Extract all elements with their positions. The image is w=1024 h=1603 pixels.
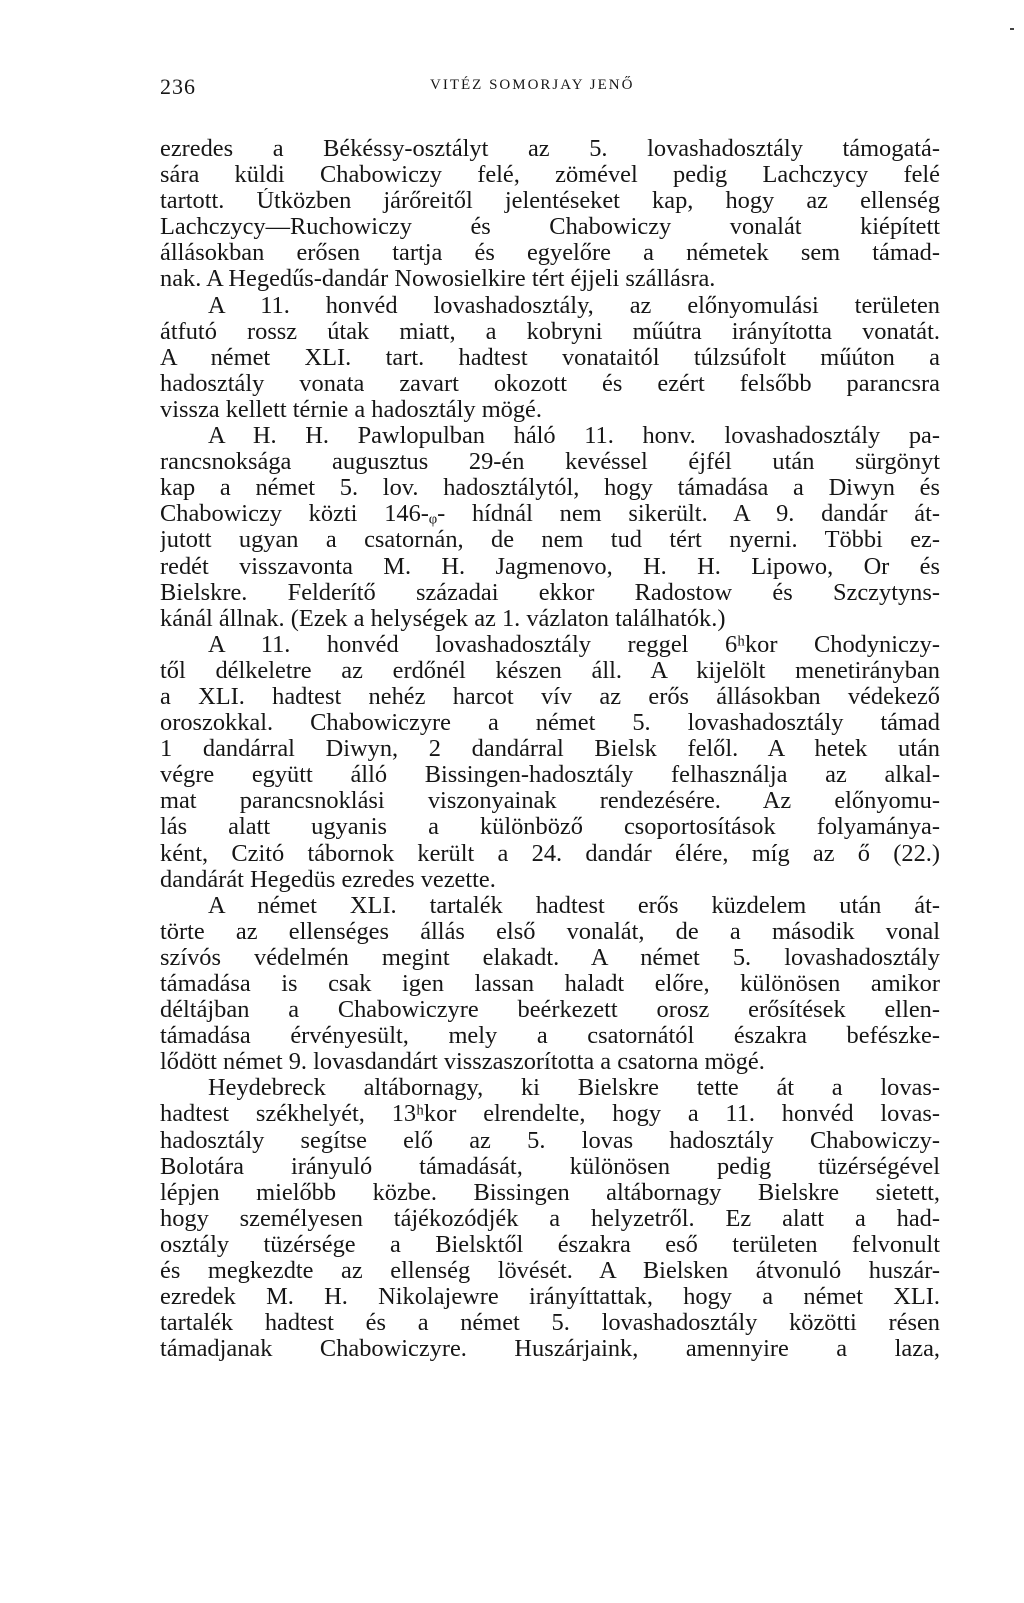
- text-line: lás alatt ugyanis a különböző csoportosítások folyamánya-: [160, 814, 940, 841]
- text-line: sára küldi Chabowiczy felé, zömével pedig Lachczycy felé: [160, 162, 940, 189]
- page-number: 236: [160, 74, 196, 99]
- text-line: A 11. honvéd lovashadosztály reggel 6ʰkor Chodyniczy-: [208, 631, 940, 658]
- text-line: törte az ellenséges állás első vonalát, de a második vonal: [160, 918, 940, 945]
- text-line: ezredek M. H. Nikolajewre irányíttattak, hogy a német XLI.: [160, 1284, 940, 1311]
- text-line: hadtest székhelyét, 13ʰkor elrendelte, hogy a 11. honvéd lovas-: [160, 1101, 940, 1128]
- text-line: Bielskre. Felderítő századai ekkor Radostow és Szczytyns-: [160, 579, 940, 606]
- text-line: átfutó rossz útak miatt, a kobryni műútra irányította vonatát.: [160, 318, 940, 345]
- text-line: déltájban a Chabowiczyre beérkezett orosz erősítések ellen-: [160, 997, 940, 1024]
- text-line: ként, Czitó tábornok került a 24. dandár élére, míg az ő (22.): [160, 840, 940, 867]
- text-line: jutott ugyan a csatornán, de nem tud tért nyerni. Többi ez-: [160, 527, 940, 554]
- text-line: Chabowiczy közti 146-ᵩ- hídnál nem sikerült. A 9. dandár át-: [160, 501, 940, 528]
- text-line: osztály tüzérsége a Bielsktől északra eső területen felvonult: [160, 1231, 940, 1258]
- text-line: A 11. honvéd lovashadosztály, az előnyomulási területen: [208, 292, 940, 319]
- text-line: lődött német 9. lovasdandárt visszaszorította a csatorna mögé.: [160, 1049, 765, 1076]
- text-line: redét visszavonta M. H. Jagmenovo, H. H. Lipowo, Or és: [160, 553, 940, 580]
- text-line: végre együtt álló Bissingen-hadosztály felhasználja az alkal-: [160, 762, 940, 789]
- text-line: től délkeletre az erdőnél készen áll. A kijelölt menetirányban: [160, 657, 940, 684]
- text-line: A német XLI. tart. hadtest vonataitól túlzsúfolt műúton a: [160, 344, 940, 371]
- text-line: vissza kellett térnie a hadosztály mögé.: [160, 396, 542, 423]
- text-line: támadása is csak igen lassan haladt előre, különösen amikor: [160, 971, 940, 997]
- running-title: VITÉZ SOMORJAY JENŐ: [430, 77, 635, 93]
- text-line: A H. H. Pawlopulban háló 11. honv. lovashadosztály pa-: [208, 423, 940, 450]
- text-line: ezredes a Békéssy-osztályt az 5. lovashadosztály támogatá-: [160, 136, 940, 162]
- text-line: támadjanak Chabowiczyre. Huszárjaink, amennyire a laza,: [160, 1336, 940, 1363]
- text-line: rancsnoksága augusztus 29-én kevéssel éjfél után sürgönyt: [160, 449, 940, 476]
- text-line: a XLI. hadtest nehéz harcot vív az erős állásokban védekező: [160, 683, 940, 710]
- text-line: állásokban erősen tartja és egyelőre a németek sem támad-: [160, 240, 940, 267]
- text-line: kánál állnak. (Ezek a helységek az 1. vázlaton találhatók.): [160, 605, 726, 632]
- text-line: Heydebreck altábornagy, ki Bielskre tette át a lovas-: [208, 1075, 940, 1102]
- text-line: kap a német 5. lov. hadosztálytól, hogy támadása a Diwyn és: [160, 475, 940, 502]
- text-line: támadása érvényesült, mely a csatornától északra befészke-: [160, 1023, 940, 1050]
- text-line: Lachczycy—Ruchowiczy és Chabowiczy vonalát kiépített: [160, 214, 940, 241]
- text-line: és megkezdte az ellenség lövését. A Bielsken átvonuló huszár-: [160, 1258, 940, 1285]
- page-header: [160, 74, 940, 98]
- text-line: hogy személyesen tájékozódjék a helyzetről. Ez alatt a had-: [160, 1205, 940, 1232]
- text-line: nak. A Hegedűs-dandár Nowosielkire tért éjjeli szállásra.: [160, 266, 716, 293]
- text-line: tartalék hadtest és a német 5. lovashadosztály közötti résen: [160, 1310, 940, 1337]
- body-text: [160, 136, 940, 1362]
- text-line: 1 dandárral Diwyn, 2 dandárral Bielsk felől. A hetek után: [160, 736, 940, 763]
- text-line: lépjen mielőbb közbe. Bissingen altábornagy Bielskre sietett,: [160, 1179, 940, 1206]
- text-line: hadosztály segítse elő az 5. lovas hadosztály Chabowiczy-: [160, 1127, 940, 1154]
- text-line: dandárát Hegedüs ezredes vezette.: [160, 866, 496, 893]
- text-line: A német XLI. tartalék hadtest erős küzdelem után át-: [208, 892, 940, 919]
- text-line: oroszokkal. Chabowiczyre a német 5. lovashadosztály támad: [160, 710, 940, 737]
- text-line: hadosztály vonata zavart okozott és ezért felsőbb parancsra: [160, 370, 940, 397]
- text-line: szívós védelmén megint elakadt. A német 5. lovashadosztály: [160, 944, 940, 971]
- text-line: Bolotára irányuló támadását, különösen pedig tüzérségével: [160, 1153, 940, 1180]
- scan-mark: [1010, 28, 1014, 30]
- text-line: tartott. Útközben járőreitől jelentéseket kap, hogy az ellenség: [160, 188, 940, 215]
- text-line: mat parancsnoklási viszonyainak rendezésére. Az előnyomu-: [160, 788, 940, 815]
